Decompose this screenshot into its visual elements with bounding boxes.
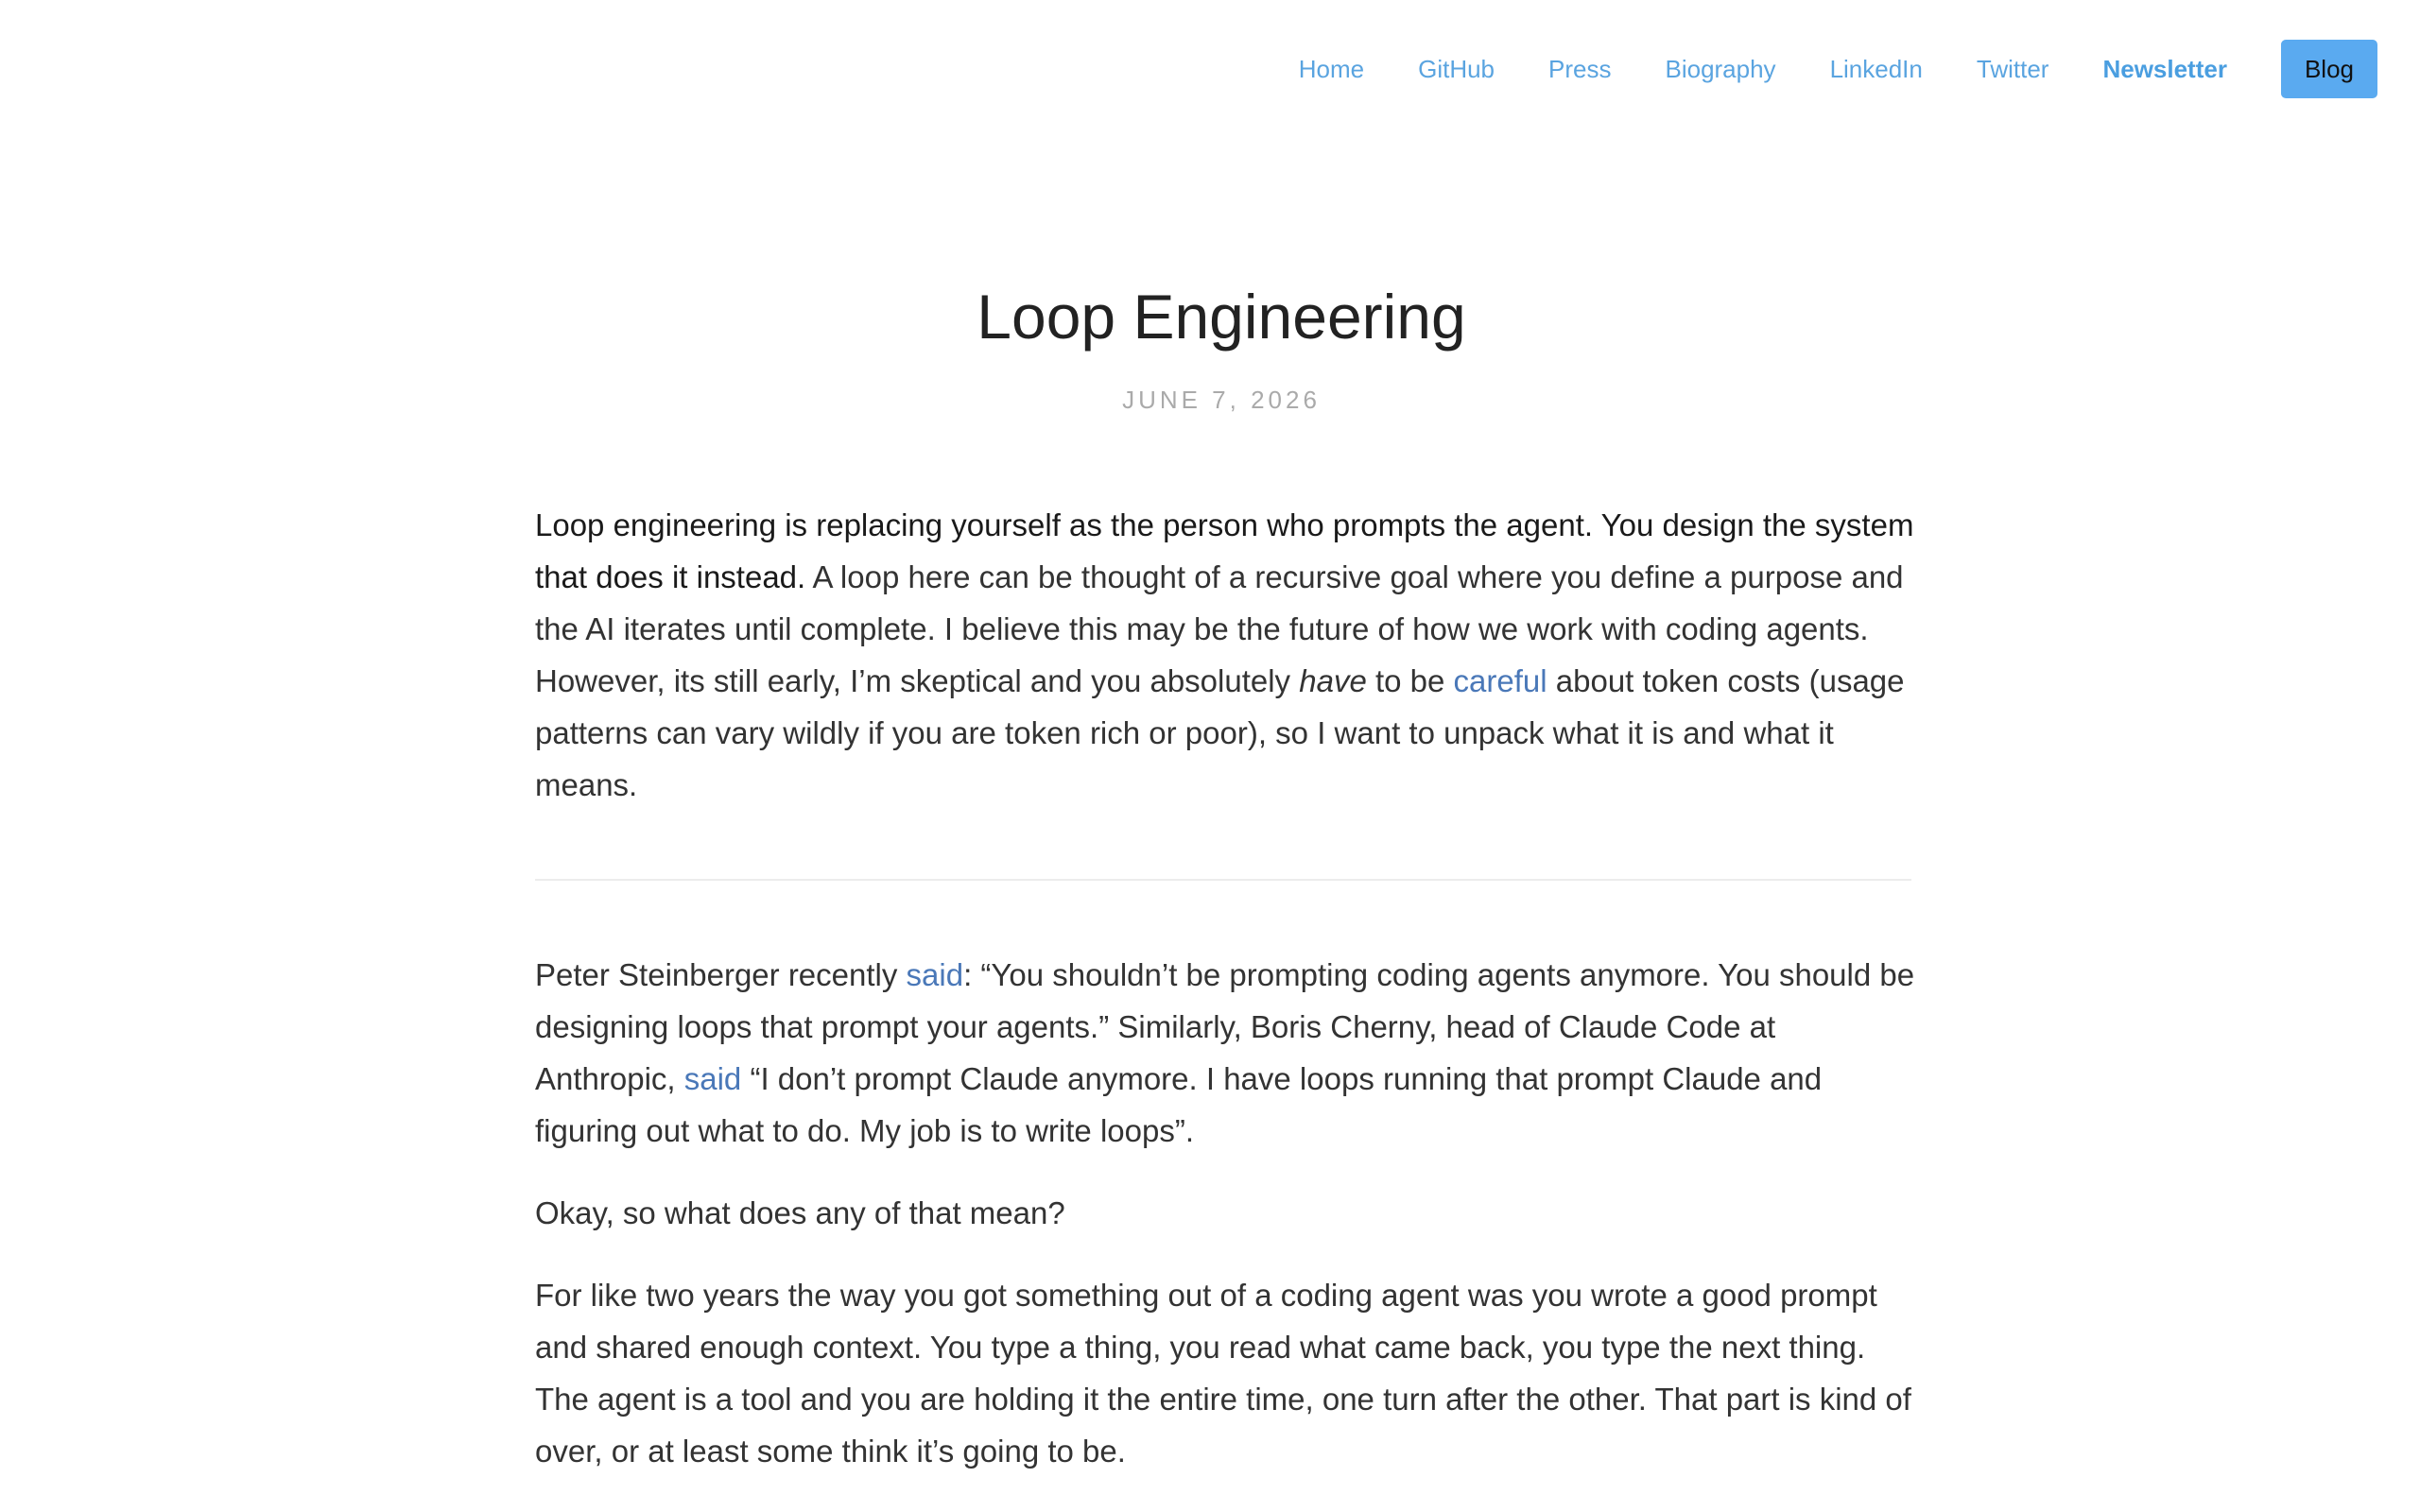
post-date: JUNE 7, 2026 [1122, 386, 1321, 414]
quote-paragraph [535, 949, 1915, 1157]
nav-linkedin-link[interactable]: LinkedIn [1829, 55, 1923, 83]
intro-text-3: about token costs (usage patterns can vary wildly if you are token rich or poor), so I want to unpack what it is and what it means. [535, 663, 1905, 802]
question-paragraph: Okay, so what does any of that mean? [535, 1195, 1065, 1230]
post-title: Loop Engineering [977, 282, 1466, 352]
nav-github-link[interactable]: GitHub [1418, 55, 1495, 83]
quote-text-c: “I don’t prompt Claude anymore. I have loops running that prompt Claude and figuring out what to do. My job is to write loops”. [535, 1061, 1823, 1148]
quote-text-b: : “You shouldn’t be prompting coding agents anymore. You should be designing loops that prompt your agents.” Similarly, Boris Cherny, head of Claude Code at Anthropic, [535, 957, 1915, 1096]
intro-emphasis: have [1299, 663, 1367, 698]
post-body [535, 499, 1915, 1507]
post-header [0, 274, 2420, 415]
intro-text-2: to be [1366, 663, 1454, 698]
history-paragraph: For like two years the way you got something out of a coding agent was you wrote a good prompt and shared enough context. You type a thing, you read what came back, you type the next thing. The agent is a tool and you are holding it the entire time, one turn after the other. That part is kind of over, or at least some think it’s going to be. [535, 1278, 1911, 1469]
nav-twitter-link[interactable]: Twitter [1976, 55, 2049, 83]
nav-press-link[interactable]: Press [1548, 55, 1612, 83]
section-divider [535, 879, 1911, 881]
top-navigation [0, 0, 2420, 140]
nav-links [1245, 40, 2377, 98]
intro-lead: Loop engineering is replacing yourself as the person who prompts the agent. You design the system that does it instead. [535, 507, 1914, 594]
said-link-1[interactable]: said [906, 957, 964, 992]
quote-text-a: Peter Steinberger recently [535, 957, 907, 992]
intro-text-1: A loop here can be thought of a recursive goal where you define a purpose and the AI iterates until complete. I believe this may be the future of how we work with coding agents. However, its still early, I’m skeptical and you absolutely [535, 559, 1904, 698]
nav-newsletter-link[interactable]: Newsletter [2102, 55, 2227, 83]
nav-biography-link[interactable]: Biography [1665, 55, 1776, 83]
said-link-2[interactable]: said [683, 1061, 742, 1096]
nav-home-link[interactable]: Home [1298, 55, 1365, 83]
nav-blog-button[interactable]: Blog [2281, 40, 2377, 98]
intro-paragraph [535, 499, 1915, 811]
careful-link[interactable]: careful [1453, 663, 1547, 698]
